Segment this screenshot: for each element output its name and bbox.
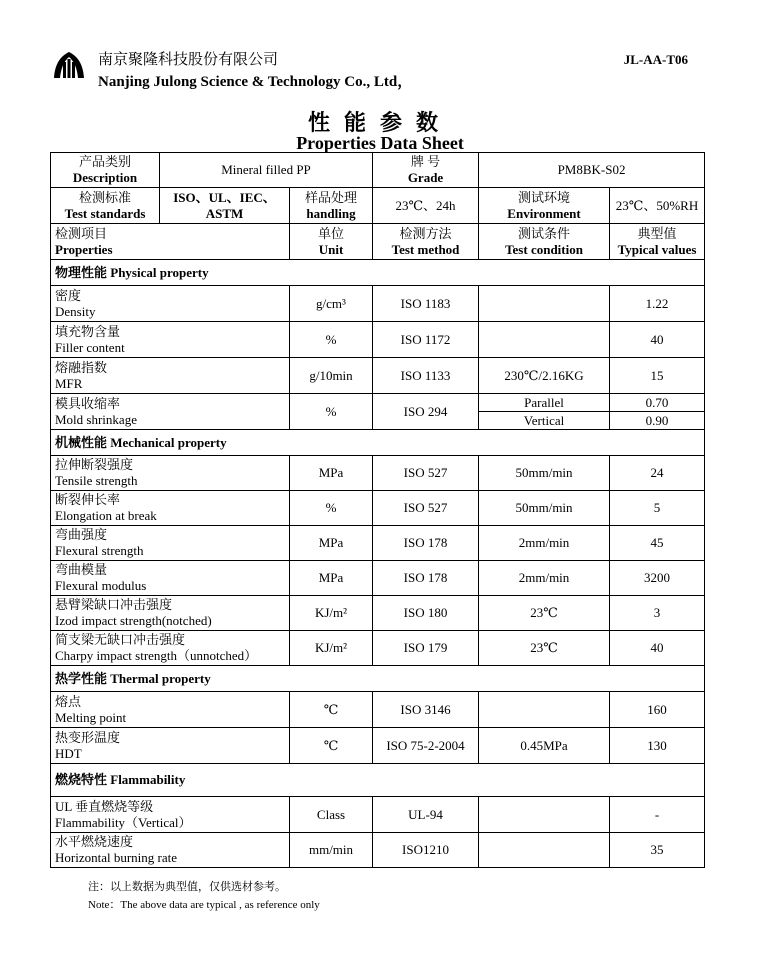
title-cn: 性能参数 (307, 110, 452, 135)
col-values: 典型值 Typical values (610, 224, 705, 260)
julong-logo-icon (52, 50, 86, 80)
title-en: Properties Data Sheet (296, 133, 464, 153)
table-row: 断裂伸长率 Elongation at break % ISO 527 50mm/min 5 (51, 491, 705, 526)
table-row: 弯曲强度 Flexural strength MPa ISO 178 2mm/min 45 (51, 526, 705, 561)
info-row-standards (51, 188, 705, 224)
description-label: 产品类别 Description (51, 153, 160, 188)
table-row: 悬臂梁缺口冲击强度 Izod impact strength(notched) KJ/m² ISO 180 23℃ 3 (51, 596, 705, 631)
standards-value: ISO、UL、IEC、ASTM (160, 188, 290, 224)
description-value: Mineral filled PP (160, 153, 373, 188)
note-en: Note：The above data are typical , as reference only (88, 899, 320, 911)
section-physical: 物理性能 Physical property (51, 260, 705, 286)
environment-label: 测试环境 Environment (479, 188, 610, 224)
shrinkage-conditions: Parallel Vertical (479, 394, 610, 430)
document-code: JL-AA-T06 (623, 52, 688, 67)
table-row: UL 垂直燃烧等级 Flammability（Vertical） Class UL-94 - (51, 797, 705, 833)
table-row: 热变形温度 HDT ℃ ISO 75-2-2004 0.45MPa 130 (51, 728, 705, 764)
company-name-cn: 南京聚隆科技股份有限公司 (98, 52, 279, 68)
info-row-description (51, 153, 705, 188)
table-row: 密度 Density g/cm³ ISO 1183 1.22 (51, 286, 705, 322)
section-thermal: 热学性能 Thermal property (51, 666, 705, 692)
section-mechanical: 机械性能 Mechanical property (51, 430, 705, 456)
column-header-row (51, 224, 705, 260)
table-row: 简支梁无缺口冲击强度 Charpy impact strength（unnotched） KJ/m² ISO 179 23℃ 40 (51, 631, 705, 666)
grade-value: PM8BK-S02 (479, 153, 705, 188)
document-header (52, 46, 702, 94)
environment-value: 23℃、50%RH (610, 188, 705, 224)
section-flammability: 燃烧特性 Flammability (51, 764, 705, 797)
grade-label: 牌 号 Grade (373, 153, 479, 188)
col-method: 检测方法 Test method (373, 224, 479, 260)
handling-label: 样品处理 handling (290, 188, 373, 224)
table-row: 熔融指数 MFR g/10min ISO 1133 230℃/2.16KG 15 (51, 358, 705, 394)
note-cn: 注：以上数据为典型值，仅供选材参考。 (88, 881, 286, 893)
table-row: 拉伸断裂强度 Tensile strength MPa ISO 527 50mm/min 24 (51, 456, 705, 491)
shrinkage-values: 0.70 0.90 (610, 394, 705, 430)
col-unit: 单位 Unit (290, 224, 373, 260)
table-row: 模具收缩率 Mold shrinkage % ISO 294 Parallel Vertical 0.70 0.90 (51, 394, 705, 430)
handling-value: 23℃、24h (373, 188, 479, 224)
standards-label: 检测标准 Test standards (51, 188, 160, 224)
table-row: 水平燃烧速度 Horizontal burning rate mm/min ISO1210 35 (51, 833, 705, 868)
col-properties: 检测项目 Properties (51, 224, 290, 260)
properties-table (50, 152, 705, 868)
col-condition: 测试条件 Test condition (479, 224, 610, 260)
table-row: 熔点 Melting point ℃ ISO 3146 160 (51, 692, 705, 728)
table-row: 填充物含量 Filler content % ISO 1172 40 (51, 322, 705, 358)
company-name-en: Nanjing Julong Science & Technology Co., Ltd， (98, 74, 413, 90)
table-row: 弯曲模量 Flexural modulus MPa ISO 178 2mm/min 3200 (51, 561, 705, 596)
